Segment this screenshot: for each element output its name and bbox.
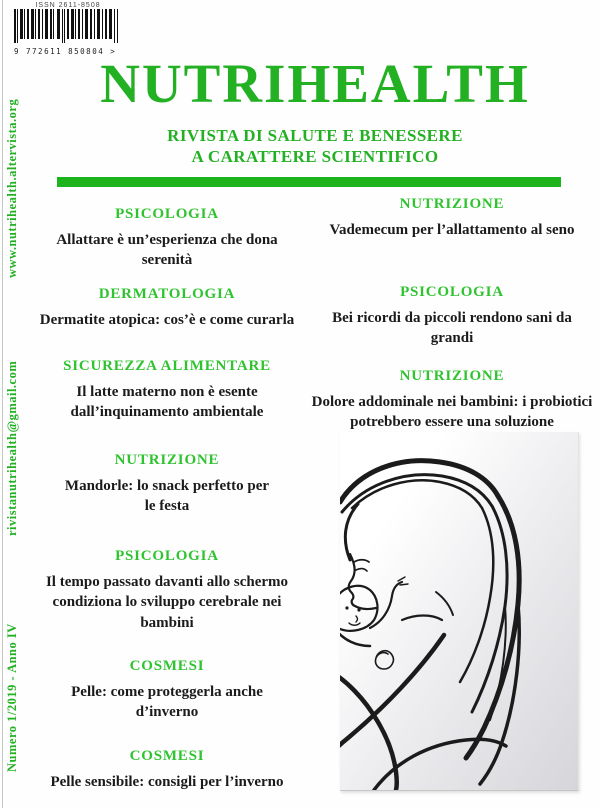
- article-title: Vademecum per l’allattamento al seno: [329, 222, 575, 238]
- article-title: Pelle: come proteggerla anche d’inverno: [71, 684, 263, 721]
- article-category: PSICOLOGIA: [115, 548, 219, 564]
- article-category: NUTRIZIONE: [114, 452, 220, 468]
- article-title: Dolore addominale nei bambini: i probiotici potrebbero essere una soluzione: [311, 394, 593, 431]
- magazine-subtitle-line2: A CARATTERE SCIENTIFICO: [191, 147, 439, 166]
- sidebar-email: rivistanutrihealth@gmail.com: [5, 360, 19, 536]
- article-category: NUTRIZIONE: [399, 196, 505, 212]
- sidebar-website: www.nutrihealth.altervista.org: [5, 98, 19, 278]
- issn-label: ISSN 2611-8508: [35, 2, 101, 9]
- article-title: Pelle sensibile: consigli per l’inverno: [50, 774, 284, 790]
- article-teaser: [34, 358, 300, 423]
- issn-barcode-block: [14, 2, 122, 56]
- article-teaser: [34, 452, 300, 517]
- article-title: Allattare è un’esperienza che dona serenità: [56, 232, 278, 269]
- article-category: PSICOLOGIA: [400, 284, 504, 300]
- article-title: Il tempo passato davanti allo schermo condiziona lo sviluppo cerebrale nei bambini: [45, 574, 289, 631]
- issn-barcode: [14, 9, 118, 43]
- article-teaser: [34, 658, 300, 723]
- magazine-title: NUTRIHEALTH: [100, 53, 530, 114]
- article-category: COSMESI: [129, 748, 205, 764]
- page-left-border: [2, 0, 3, 808]
- article-title: Mandorle: lo snack perfetto per le festa: [64, 478, 270, 515]
- article-teaser: [308, 284, 596, 349]
- green-divider-bar: [57, 177, 561, 187]
- magazine-subtitle-line1: RIVISTA DI SALUTE E BENESSERE: [167, 126, 463, 145]
- article-teaser: [308, 196, 596, 240]
- article-category: SICUREZZA ALIMENTARE: [63, 358, 271, 374]
- sidebar-issue-number: Numero 1/2019 - Anno IV: [5, 623, 19, 773]
- article-title: Dermatite atopica: cos’è e come curarla: [39, 312, 295, 328]
- article-teaser: [34, 748, 300, 792]
- barcode-digits: 9 772611 850804 >: [14, 47, 117, 56]
- article-category: NUTRIZIONE: [399, 368, 505, 384]
- article-category: DERMATOLOGIA: [98, 286, 236, 302]
- article-teaser: [34, 206, 300, 271]
- article-category: COSMESI: [129, 658, 205, 674]
- mother-and-baby-illustration: [340, 432, 579, 791]
- article-teaser: [308, 368, 596, 433]
- article-teaser: [34, 548, 300, 633]
- mother-and-baby-line-art: [340, 432, 578, 790]
- article-teaser: [34, 286, 300, 330]
- article-title: Bei ricordi da piccoli rendono sani da grandi: [332, 310, 572, 347]
- article-title: Il latte materno non è esente dall’inquinamento ambientale: [70, 384, 264, 421]
- article-category: PSICOLOGIA: [115, 206, 219, 222]
